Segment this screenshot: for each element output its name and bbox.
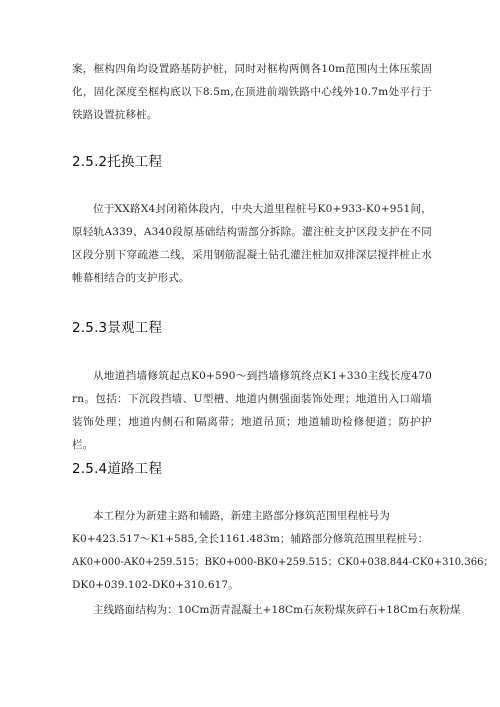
road-paragraph-line-2: K0+423.517～K1+585,全长1161.483m；辅路部分修筑范围里程桩号： — [72, 533, 429, 545]
road-paragraph-line-5: 主线路面结构为：10Cm沥青混凝土+18Cm石灰粉煤灰碎石+18Cm石灰粉煤 — [93, 604, 461, 616]
road-paragraph-line-1: 本工程分为新建主路和辅路，新建主路部分修筑范围里程桩号为 — [93, 510, 390, 522]
section-heading-2-5-4: 2.5.4道路工程 — [72, 461, 163, 477]
road-paragraph-line-4: DK0+039.102-DK0+310.617。 — [72, 579, 239, 591]
section-paragraph-2-5-2: 位于XX路X4封闭箱体段内，中央大道里程桩号K0+933-K0+951间，原轻轨A339、A340段原基础结构需部分拆除。灌注桩支护区段支护在不同区段分别下穿疏港二线，采用钢筋混凝土钻孔灌注桩加双排深层搅拌桩止水帷幕相结合的支护形式。 — [72, 203, 432, 284]
section-heading-2-5-2: 2.5.2托换工程 — [72, 154, 163, 170]
section-paragraph-2-5-3: 从地道挡墙修筑起点K0+590～到挡墙修筑终点K1+330主线长度470rn。包括：下沉段挡墙、U型槽、地道内侧强面装饰处理；地道出入口端墙装饰处理；地道内侧石和隔离带；地道吊顶；地道辅助检修便道；防护护栏。 — [72, 370, 432, 451]
road-paragraph-line-3: AK0+000-AK0+259.515；BK0+000-BK0+259.515；CK0+038.844-CK0+310.366； — [72, 557, 494, 568]
intro-paragraph: 案，框构四角均设置路基防护桩，同时对框构两侧各10m范围内土体压浆固化，固化深度至框构底以下8.5m,在顶进前端铁路中心线外10.7m处平行于铁路设置抗移桩。 — [72, 63, 432, 121]
section-heading-2-5-3: 2.5.3景观工程 — [72, 320, 163, 336]
